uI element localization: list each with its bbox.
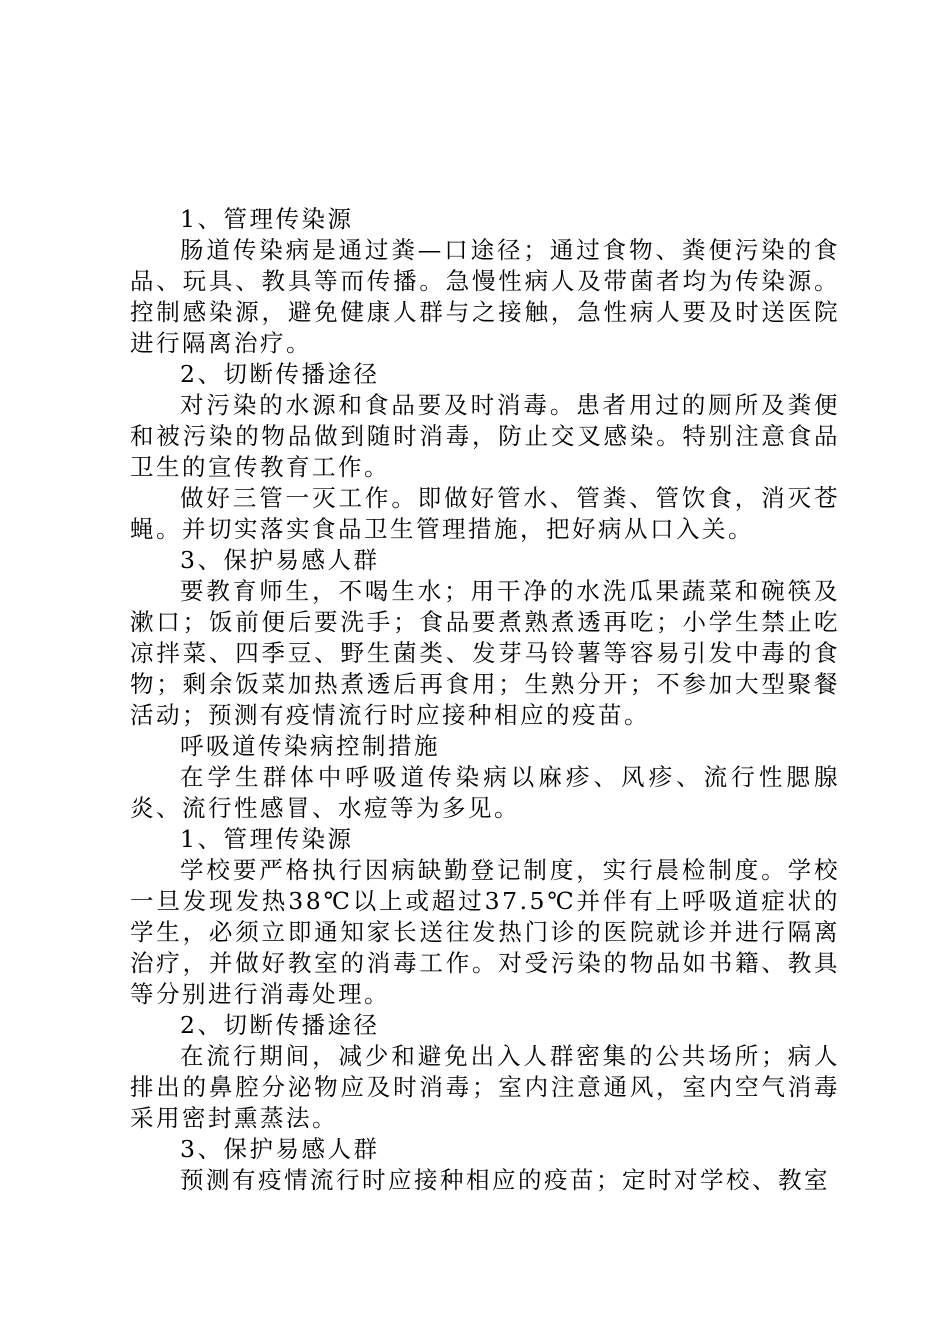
- document-body: [130, 204, 840, 1196]
- section-heading-protect-susceptible: 3、保护易感人群: [180, 546, 380, 574]
- body-paragraph: 在学生群体中呼吸道传染病以麻疹、风疹、流行性腮腺炎、流行性感冒、水痘等为多见。: [130, 763, 840, 822]
- section-title-respiratory: 呼吸道传染病控制措施: [180, 732, 440, 760]
- section-heading-protect-susceptible: 3、保护易感人群: [180, 1135, 380, 1163]
- body-paragraph: 要教育师生，不喝生水；用干净的水洗瓜果蔬菜和碗筷及漱口；饭前便后要洗手；食品要煮熟煮透再吃；小学生禁止吃凉拌菜、四季豆、野生菌类、发芽马铃薯等容易引发中毒的食物；剩余饭菜加热煮透后再食用；生熟分开；不参加大型聚餐活动；预测有疫情流行时应接种相应的疫苗。: [130, 577, 840, 729]
- body-paragraph: 预测有疫情流行时应接种相应的疫苗；定时对学校、教室: [180, 1166, 830, 1194]
- section-heading-cut-transmission: 2、切断传播途径: [180, 360, 380, 388]
- body-paragraph: 做好三管一灭工作。即做好管水、管粪、管饮食，消灭苍蝇。并切实落实食品卫生管理措施，把好病从口入关。: [130, 484, 840, 543]
- body-paragraph: 在流行期间，减少和避免出入人群密集的公共场所；病人排出的鼻腔分泌物应及时消毒；室内注意通风，室内空气消毒采用密封熏蒸法。: [130, 1042, 840, 1132]
- body-paragraph: 肠道传染病是通过粪—口途径；通过食物、粪便污染的食品、玩具、教具等而传播。急慢性病人及带菌者均为传染源。控制感染源，避免健康人群与之接触，急性病人要及时送医院进行隔离治疗。: [130, 236, 840, 357]
- section-heading-manage-source: 1、管理传染源: [180, 825, 354, 853]
- section-heading-manage-source: 1、管理传染源: [180, 205, 354, 233]
- body-paragraph: 学校要严格执行因病缺勤登记制度，实行晨检制度。学校一旦发现发热38℃以上或超过37.5℃并伴有上呼吸道症状的学生，必须立即通知家长送往发热门诊的医院就诊并进行隔离治疗，并做好教室的消毒工作。对受污染的物品如书籍、教具等分别进行消毒处理。: [130, 856, 840, 1008]
- section-heading-cut-transmission: 2、切断传播途径: [180, 1011, 380, 1039]
- body-paragraph: 对污染的水源和食品要及时消毒。患者用过的厕所及粪便和被污染的物品做到随时消毒，防止交叉感染。特别注意食品卫生的宣传教育工作。: [130, 391, 840, 481]
